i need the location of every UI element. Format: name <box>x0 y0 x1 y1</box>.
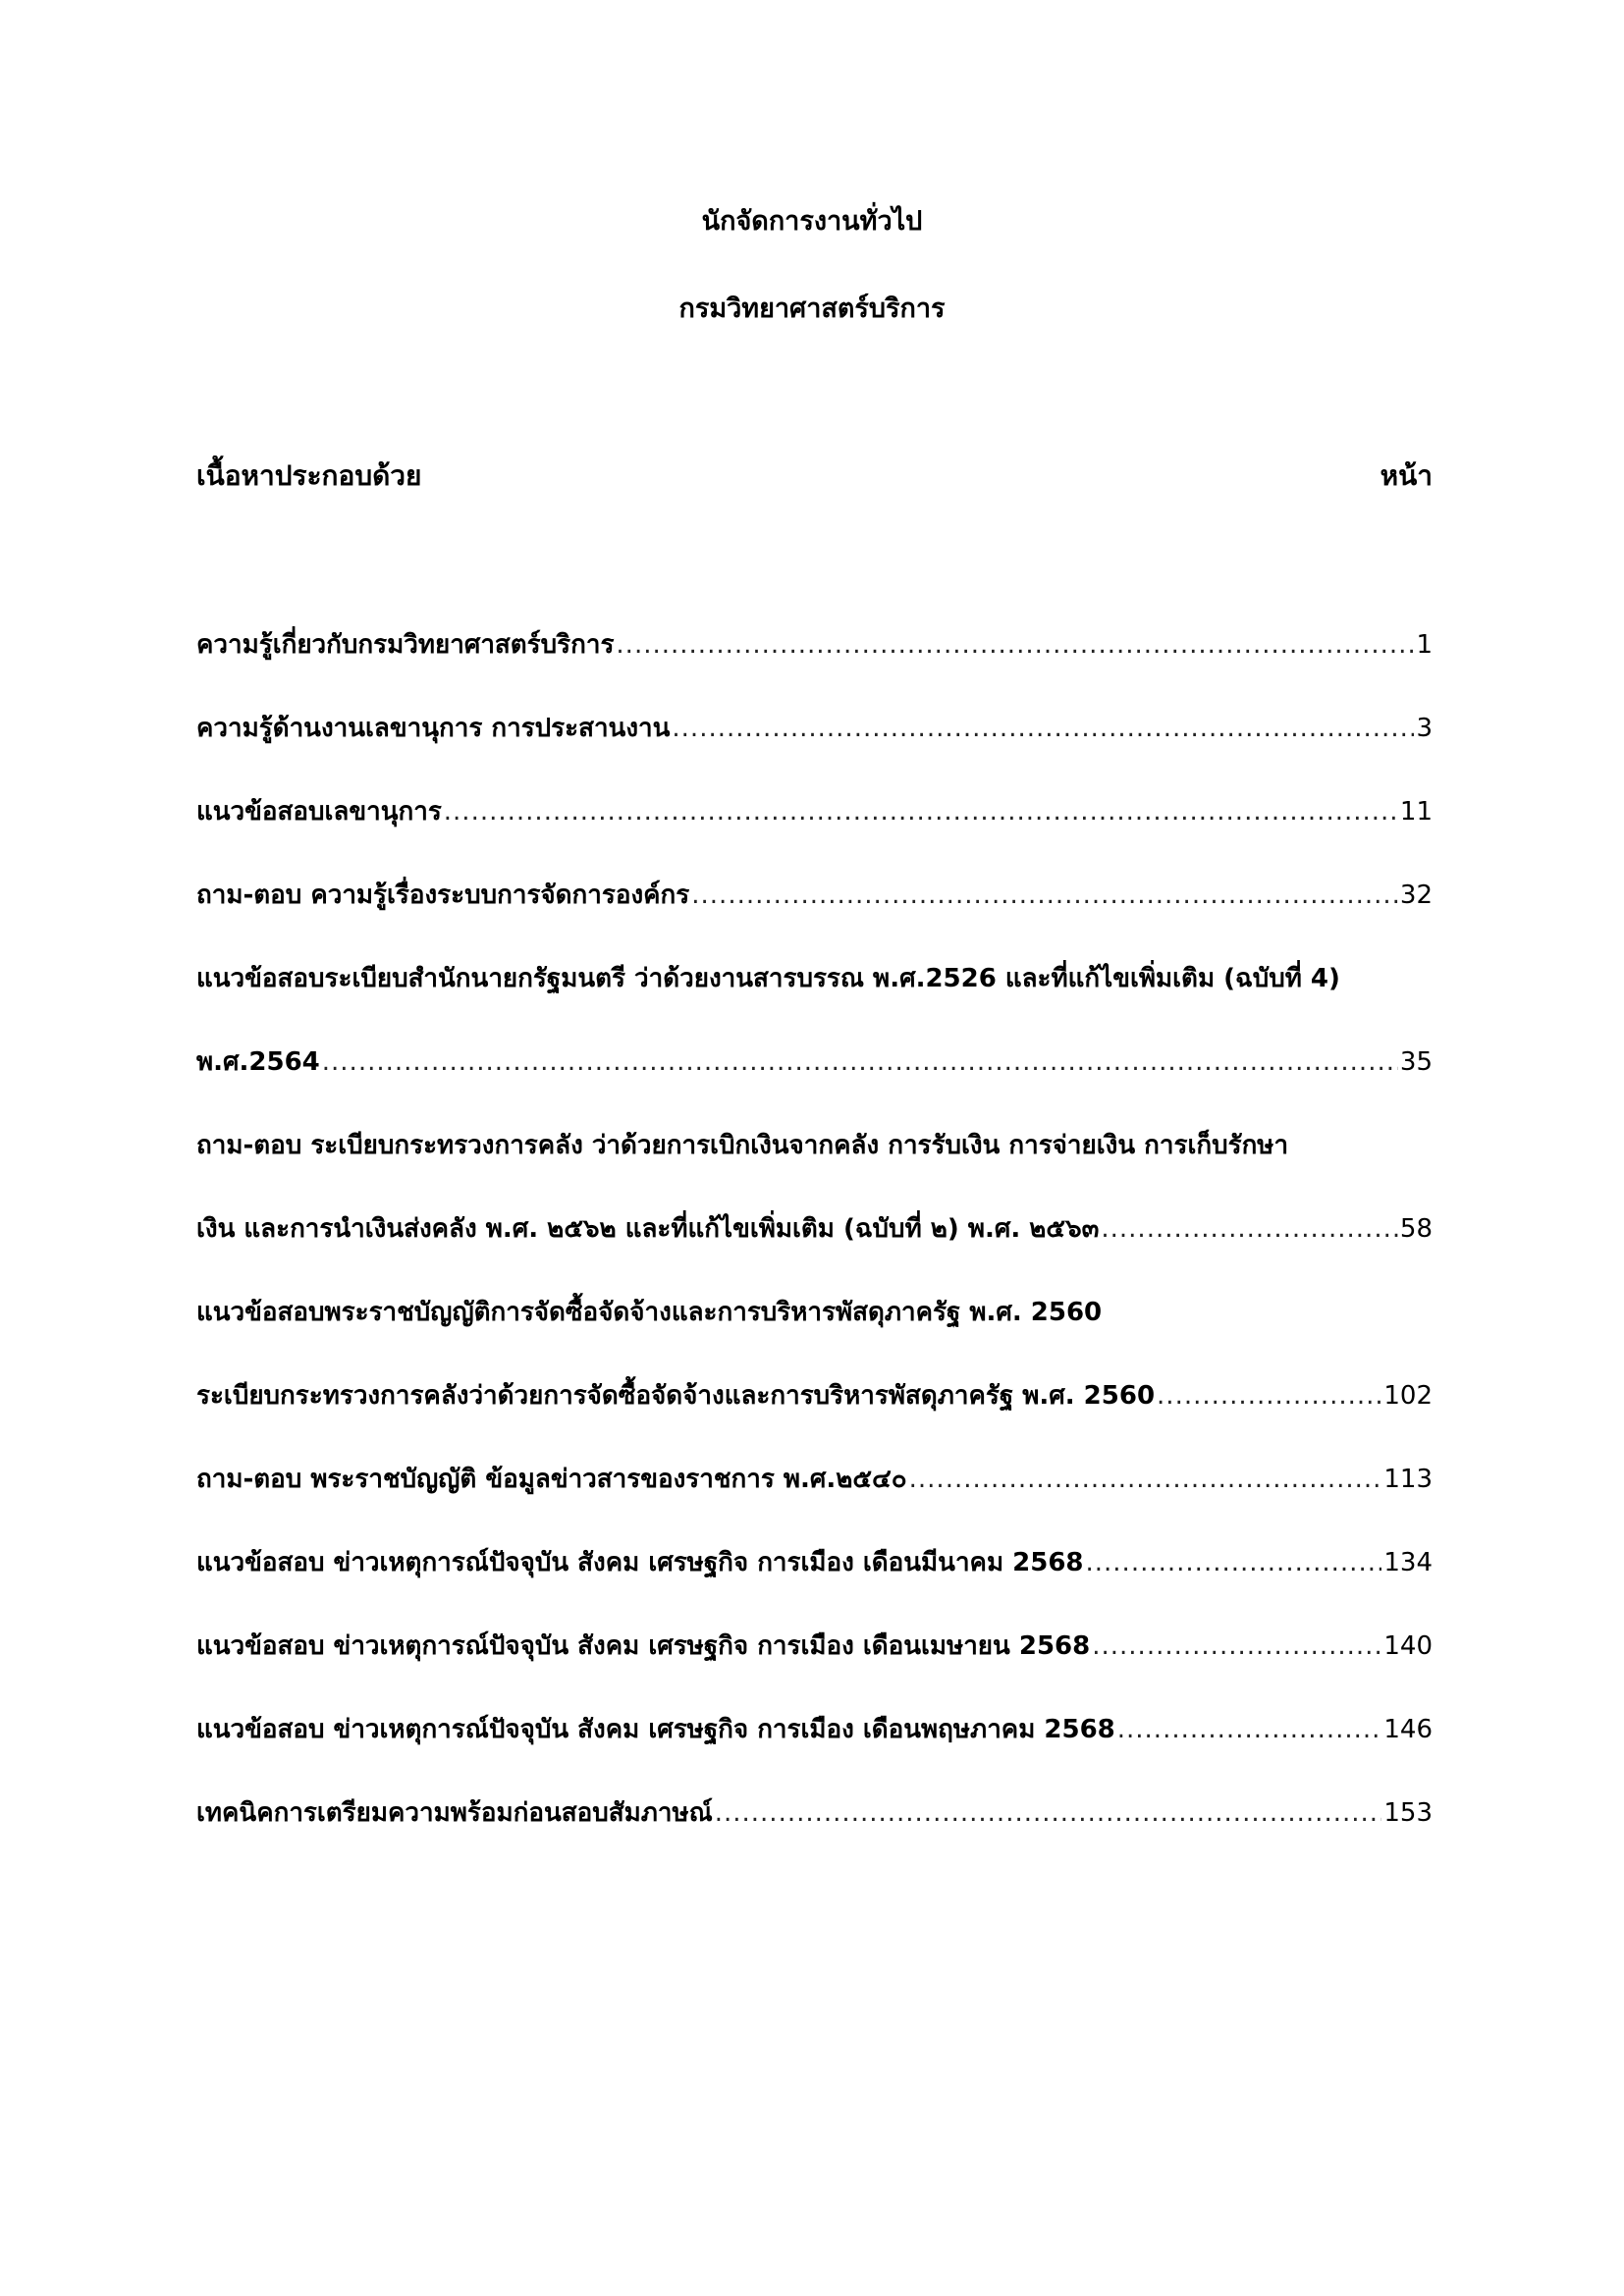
toc-entry-title: แนวข้อสอบ ข่าวเหตุการณ์ปัจจุบัน สังคม เศรษฐกิจ การเมือง เดือนพฤษภาคม 2568 <box>196 1715 1115 1744</box>
toc-entry <box>196 1460 1433 1499</box>
document-subtitle: กรมวิทยาศาสตร์บริการ <box>678 294 946 324</box>
dot-leader <box>444 792 1398 831</box>
toc-entry-title: ถาม-ตอบ พระราชบัญญัติ ข้อมูลข่าวสารของราชการ พ.ศ.๒๕๔๐ <box>196 1465 907 1494</box>
table-of-contents <box>196 625 1433 1877</box>
toc-entry-title: ถาม-ตอบ ระเบียบกระทรวงการคลัง ว่าด้วยการเบิกเงินจากคลัง การรับเงิน การจ่ายเงิน การเก็บรักษา <box>196 1131 1289 1160</box>
toc-entry <box>196 625 1433 665</box>
toc-entry-title: แนวข้อสอบ ข่าวเหตุการณ์ปัจจุบัน สังคม เศรษฐกิจ การเมือง เดือนเมษายน 2568 <box>196 1631 1091 1661</box>
toc-page-number: 134 <box>1383 1548 1433 1577</box>
toc-entry-line <box>196 1126 1433 1165</box>
toc-page-number: 58 <box>1399 1214 1433 1244</box>
toc-entry-title: แนวข้อสอบ ข่าวเหตุการณ์ปัจจุบัน สังคม เศรษฐกิจ การเมือง เดือนมีนาคม 2568 <box>196 1548 1084 1577</box>
dot-leader <box>1117 1710 1382 1749</box>
toc-page-number: 11 <box>1399 797 1433 827</box>
toc-entry <box>196 1627 1433 1666</box>
toc-page-number: 3 <box>1416 714 1433 743</box>
toc-entry-title: แนวข้อสอบเลขานุการ <box>196 797 442 827</box>
toc-entry-line <box>196 1376 1433 1415</box>
toc-entry-line <box>196 959 1433 998</box>
toc-entry-line <box>196 1460 1433 1499</box>
dot-leader <box>1101 1209 1398 1249</box>
toc-entry-title: แนวข้อสอบระเบียบสำนักนายกรัฐมนตรี ว่าด้วยงานสารบรรณ พ.ศ.2526 และที่แก้ไขเพิ่มเติม (ฉบับที่ 4) <box>196 964 1340 993</box>
toc-entry <box>196 1293 1433 1332</box>
toc-page-number: 102 <box>1383 1381 1433 1411</box>
toc-entry-line <box>196 1293 1433 1332</box>
dot-leader <box>1086 1543 1382 1582</box>
toc-entry-line <box>196 876 1433 915</box>
dot-leader <box>616 625 1414 665</box>
toc-entry <box>196 1793 1433 1833</box>
toc-entry-line <box>196 1710 1433 1749</box>
toc-entry-title: เทคนิคการเตรียมความพร้อมก่อนสอบสัมภาษณ์ <box>196 1798 713 1828</box>
toc-entry <box>196 1710 1433 1749</box>
toc-entry-title-continued: เงิน และการนำเงินส่งคลัง พ.ศ. ๒๕๖๒ และที่แก้ไขเพิ่มเติม (ฉบับที่ ๒) พ.ศ. ๒๕๖๓ <box>196 1214 1100 1244</box>
toc-entry-line <box>196 1793 1433 1833</box>
toc-entry-title-continued: พ.ศ.2564 <box>196 1047 320 1077</box>
toc-page-number: 140 <box>1383 1631 1433 1661</box>
toc-page-number: 35 <box>1399 1047 1433 1077</box>
dot-leader <box>672 709 1414 748</box>
toc-entry-line <box>196 1209 1433 1249</box>
dot-leader <box>1092 1627 1381 1666</box>
dot-leader <box>691 876 1398 915</box>
toc-entry <box>196 1126 1433 1249</box>
dot-leader <box>322 1042 1398 1082</box>
toc-page-number: 32 <box>1399 881 1433 910</box>
toc-entry-line <box>196 792 1433 831</box>
page-column-heading: หน้า <box>1380 459 1433 492</box>
toc-entry <box>196 709 1433 748</box>
toc-entry-line <box>196 709 1433 748</box>
toc-heading: เนื้อหาประกอบด้วย <box>196 459 422 492</box>
toc-entry-line <box>196 1042 1433 1082</box>
toc-page-number: 113 <box>1383 1465 1433 1494</box>
dot-leader <box>1157 1376 1381 1415</box>
toc-entry-title: แนวข้อสอบพระราชบัญญัติการจัดซื้อจัดจ้างและการบริหารพัสดุภาครัฐ พ.ศ. 2560 <box>196 1298 1103 1327</box>
document-title: นักจัดการงานทั่วไป <box>701 206 923 237</box>
toc-entry-title: ระเบียบกระทรวงการคลังว่าด้วยการจัดซื้อจัดจ้างและการบริหารพัสดุภาครัฐ พ.ศ. 2560 <box>196 1381 1156 1411</box>
toc-entry <box>196 959 1433 1082</box>
toc-entry <box>196 1376 1433 1415</box>
toc-entry <box>196 1543 1433 1582</box>
toc-entry <box>196 792 1433 831</box>
toc-entry <box>196 876 1433 915</box>
dot-leader <box>909 1460 1382 1499</box>
toc-page-number: 146 <box>1383 1715 1433 1744</box>
toc-entry-title: ถาม-ตอบ ความรู้เรื่องระบบการจัดการองค์กร <box>196 881 690 910</box>
toc-header <box>196 456 1433 496</box>
toc-entry-line <box>196 1543 1433 1582</box>
toc-entry-line <box>196 1627 1433 1666</box>
toc-page-number: 153 <box>1383 1798 1433 1828</box>
toc-entry-title: ความรู้ด้านงานเลขานุการ การประสานงาน <box>196 714 671 743</box>
toc-entry-line <box>196 625 1433 665</box>
dot-leader <box>715 1793 1382 1833</box>
toc-page-number: 1 <box>1416 630 1433 660</box>
toc-entry-title: ความรู้เกี่ยวกับกรมวิทยาศาสตร์บริการ <box>196 630 615 660</box>
